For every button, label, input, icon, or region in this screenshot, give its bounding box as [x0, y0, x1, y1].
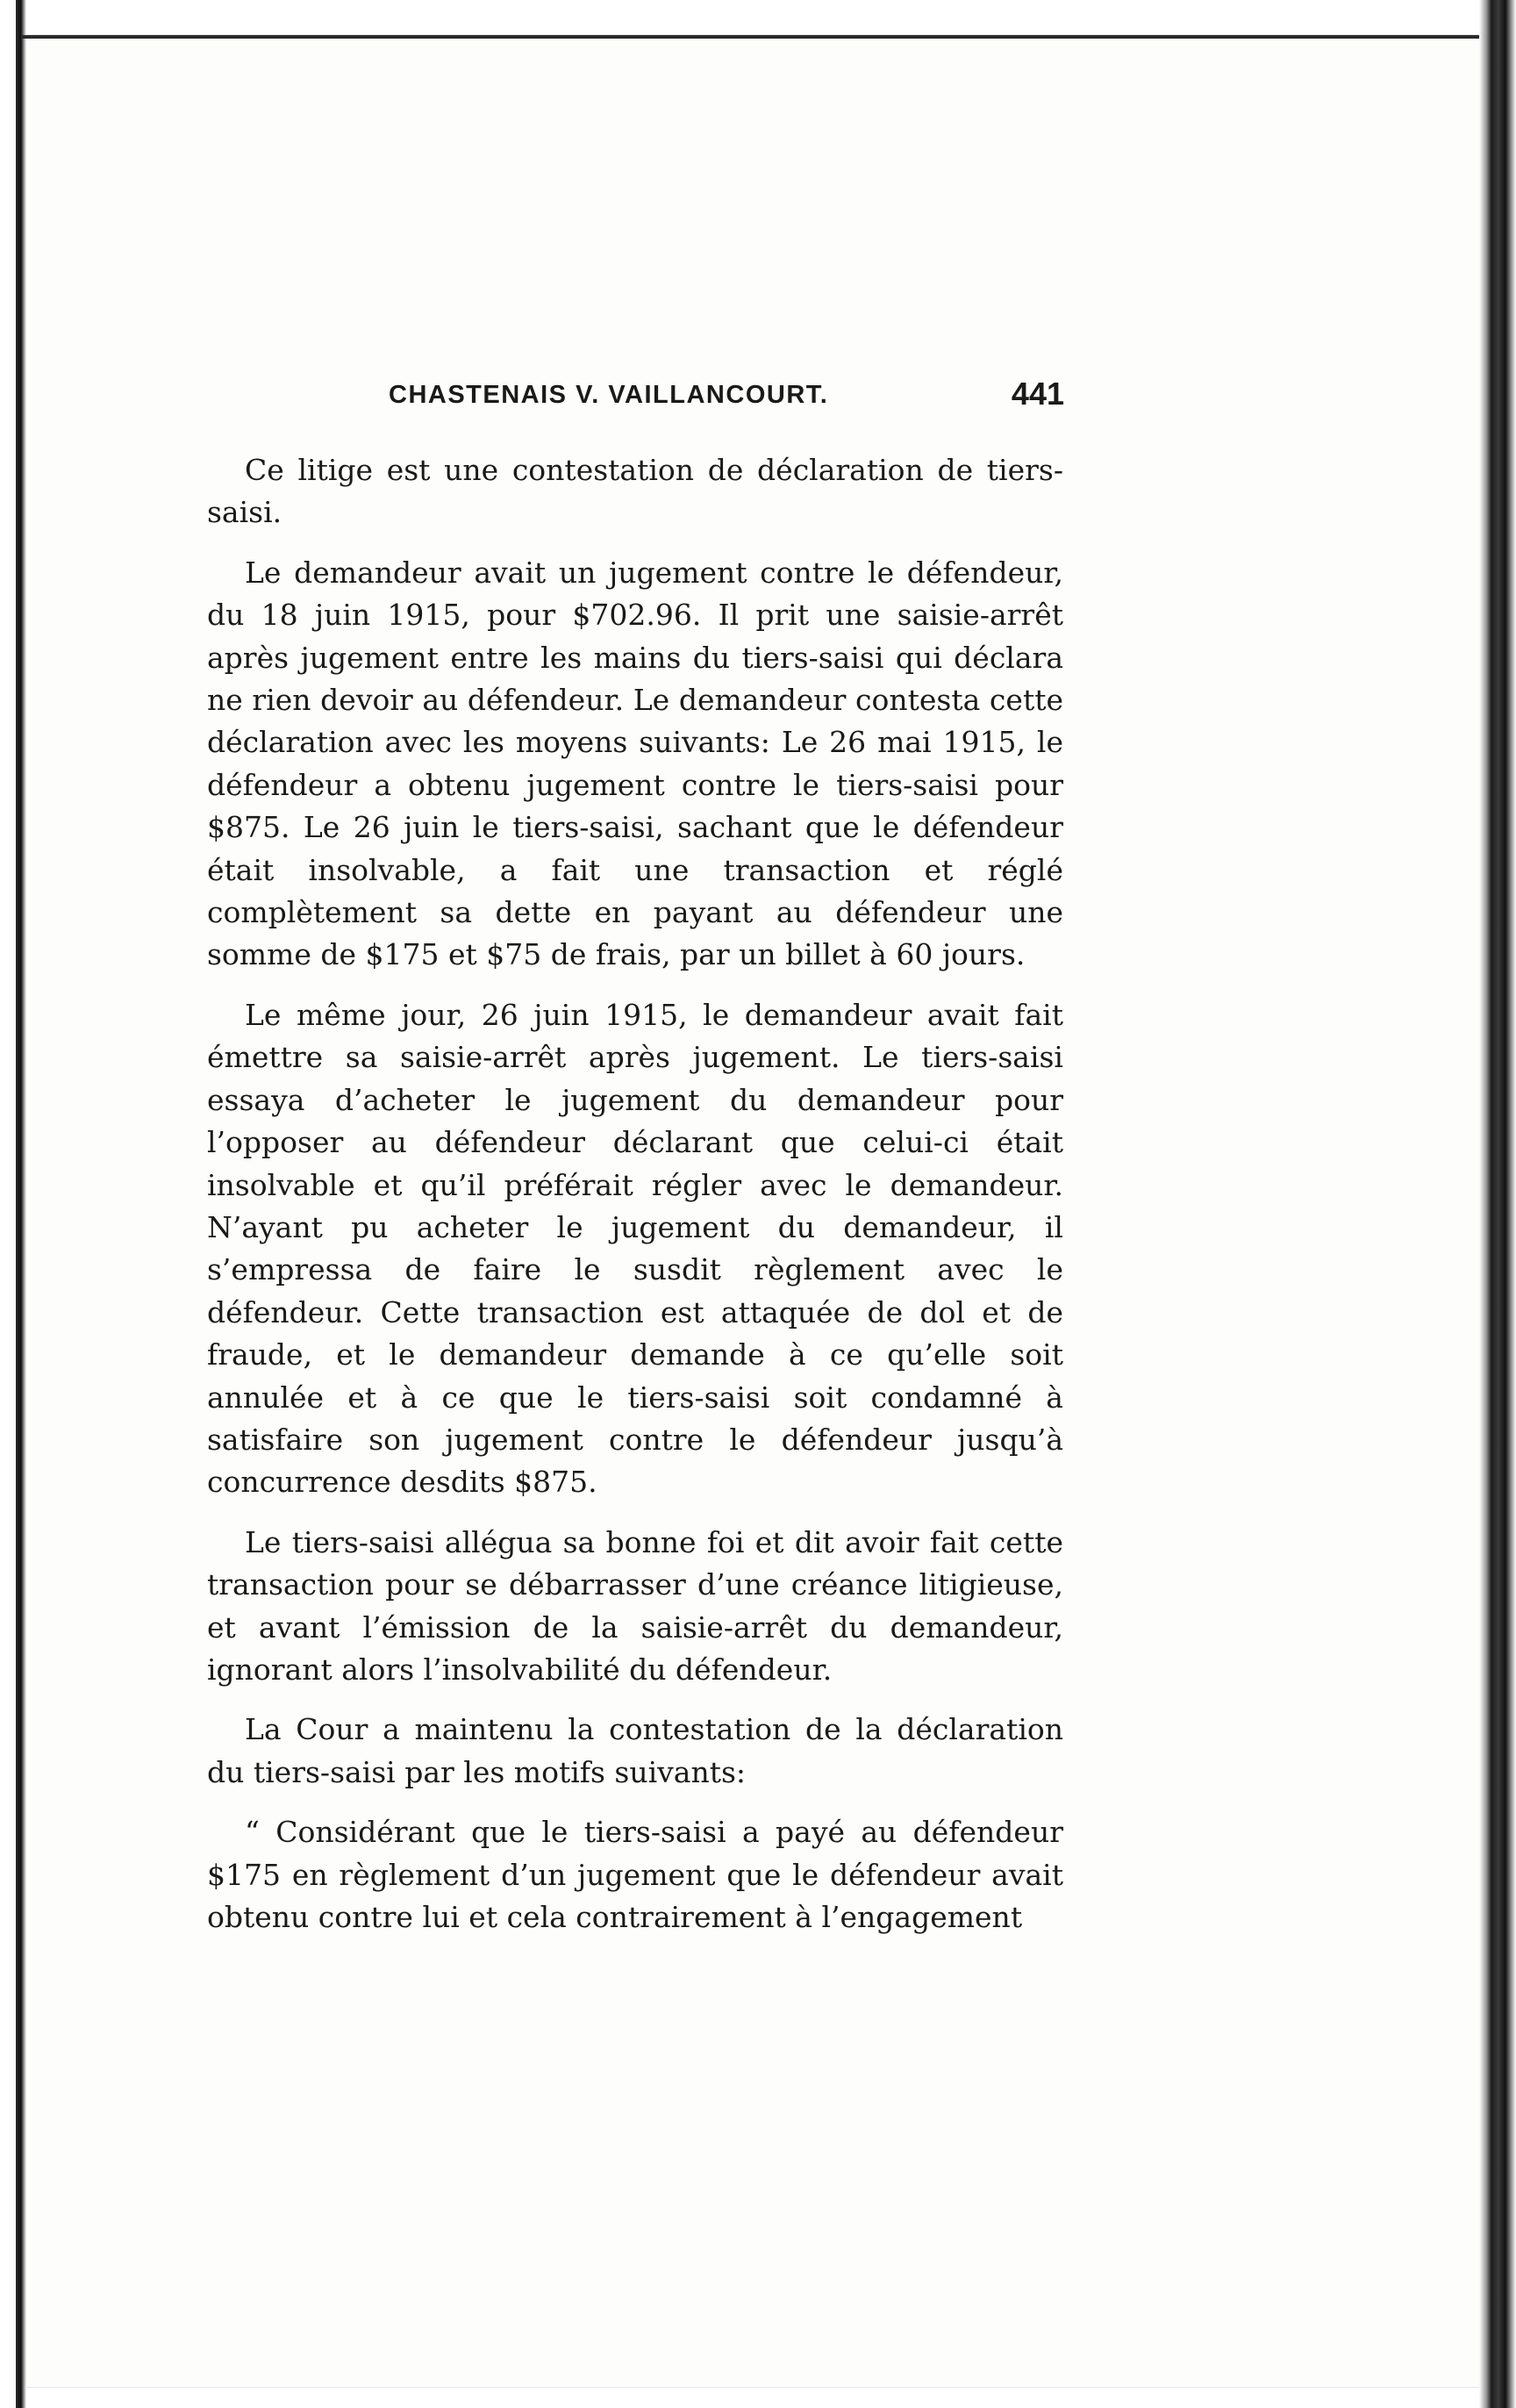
paragraph: “ Considérant que le tiers-saisi a payé au défendeur $175 en règlement d’un jugement que le défendeur avait obtenu contre lui et cela contrairement à l’engagement: [207, 1815, 1063, 1934]
body-text: [207, 449, 1063, 1939]
page-number: 441: [1011, 376, 1064, 412]
paragraph: Le demandeur avait un jugement contre le défendeur, du 18 juin 1915, pour $702.96. Il prit une saisie-arrêt après jugement entre les mains du tiers-saisi qui déclara ne rien devoir au défendeur. Le demandeur contesta cette déclaration avec les moyens suivants: Le 26 mai 1915, le défendeur a obtenu jugement contre le tiers-saisi pour $875. Le 26 juin le tiers-saisi, sachant que le défendeur était insolvable, a fait une transaction et réglé complètement sa dette en payant au défendeur une somme de $175 et $75 de frais, par un billet à 60 jours.: [207, 555, 1063, 972]
paragraph: Ce litige est une contestation de déclaration de tiers-saisi.: [207, 453, 1063, 530]
paragraph: Le même jour, 26 juin 1915, le demandeur avait fait émettre sa saisie-arrêt après jugement. Le tiers-saisi essaya d’acheter le jugement du demandeur pour l’opposer au défendeur déclarant que celui-ci était insolvable et qu’il préférait régler avec le demandeur. N’ayant pu acheter le jugement du demandeur, il s’empressa de faire le susdit règlement avec le défendeur. Cette transaction est attaquée de dol et de fraude, et le demandeur demande à ce qu’elle soit annulée et à ce que le tiers-saisi soit condamné à satisfaire son jugement contre le défendeur jusqu’à concurrence desdits $875.: [207, 997, 1063, 1500]
running-head: CHASTENAIS V. VAILLANCOURT.: [389, 381, 829, 409]
binding-edge-left: [0, 0, 26, 2408]
page-header: [389, 376, 1064, 425]
paragraph: Le tiers-saisi allégua sa bonne foi et dit avoir fait cette transaction pour se débarrasser d’une créance litigieuse, et avant l’émission de la saisie-arrêt du demandeur, ignorant alors l’insolvabilité du défendeur.: [207, 1524, 1063, 1687]
page-edge-right: [1479, 0, 1516, 2408]
page-edge-top: [21, 35, 1486, 39]
paragraph: La Cour a maintenu la contestation de la déclaration du tiers-saisi par les motifs suivants:: [207, 1712, 1063, 1789]
